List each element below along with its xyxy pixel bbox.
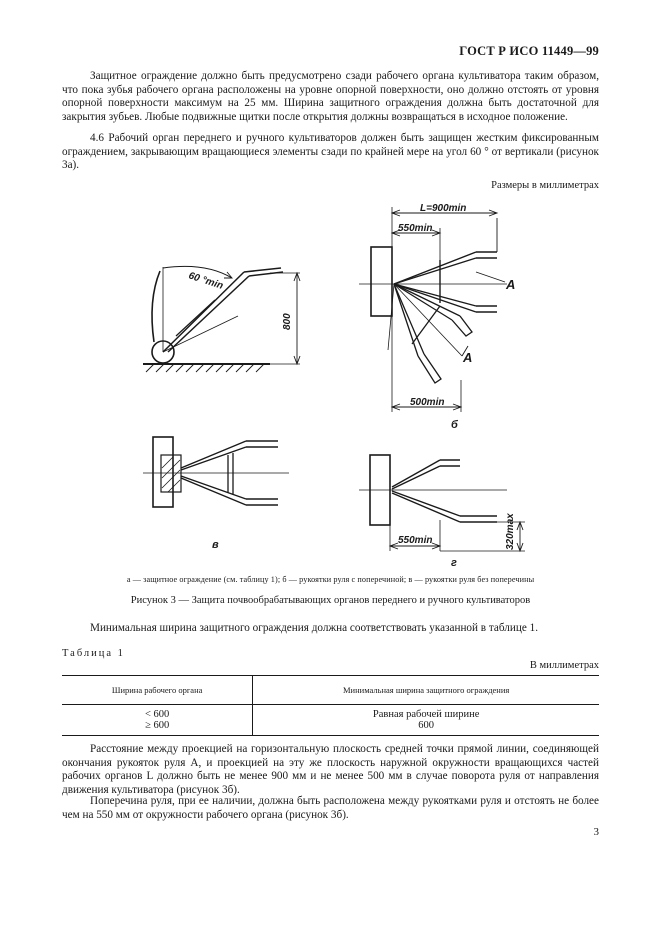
view-g-top (359, 455, 525, 551)
table-cell-width: < 600 ≥ 600 (62, 705, 253, 736)
label-max-320: 320max (505, 513, 516, 550)
paragraph-distance: Расстояние между проекцией на горизонтальную плоскость средней точки прямой линии, соединяющей окончания рукояток руля A, и проекцией на эту же плоскость наружной окружности вращающихся частей рабочих органов L должно быть не менее 900 мм и не менее 500 мм в случае поворота руля от направления движения культиватора (рисунок 3б). (62, 743, 599, 797)
paragraph-guard: Защитное ограждение должно быть предусмотрено сзади рабочего органа культиватора таким образом, что пока зубья рабочего органа расположены на уровне опорной поверхности, оно должно отстоять от уровня опорной поверхности максимум на 25 мм. Ширина защитного ограждения должна быть достаточной для закрытия зубьев. Любые подвижные щитки после открытия должны возвращаться в исходное положение. (62, 70, 599, 124)
table-row (62, 705, 599, 736)
view-v-top (143, 437, 289, 507)
paragraph-4-6: 4.6 Рабочий орган переднего и ручного культиваторов должен быть защищен жестким фиксированным ограждением, закрывающим вращающиеся элементы сзади по крайней мере на угол 60 ° от вертикали (рисунок 3а). (62, 132, 599, 172)
table-header-width: Ширина рабочего органа (62, 676, 253, 705)
label-height-800: 800 (282, 313, 293, 330)
table-label: Таблица 1 (62, 648, 125, 659)
figure-units-note: Размеры в миллиметрах (491, 180, 599, 191)
paragraph-table-ref: Минимальная ширина защитного ограждения должна соответствовать указанной в таблице 1. (90, 622, 539, 634)
paragraph-crossbar: Поперечина руля, при ее наличии, должна быть расположена между рукоятками руля и отстоять не более чем на 550 мм от окружности рабочего органа (рисунок 3б). (62, 795, 599, 821)
label-a-1: A (506, 277, 516, 292)
label-length-L: L=900min (420, 203, 467, 214)
label-length-500: 500min (410, 397, 445, 408)
label-angle: 60 °min (187, 270, 225, 292)
document-header: ГОСТ Р ИСО 11449—99 (459, 44, 599, 58)
label-view-g: г (451, 557, 457, 569)
figure-legend: а — защитное ограждение (см. таблицу 1); б — рукоятки руля с поперечиной; в — рукоятки руля без поперечины (126, 575, 535, 584)
label-view-b: б (451, 419, 458, 431)
label-length-550-b: 550min (398, 223, 433, 234)
label-view-v: в (212, 539, 219, 551)
label-a-2: A (463, 350, 473, 365)
table-units-note: В миллиметрах (529, 660, 599, 671)
view-b-top (359, 207, 507, 412)
table-1 (62, 675, 599, 736)
table-header-min: Минимальная ширина защитного ограждения (253, 676, 599, 705)
table-cell-min: Равная рабочей ширине 600 (253, 705, 599, 736)
label-length-550-g: 550min (398, 535, 433, 546)
page-number: 3 (593, 826, 599, 838)
figure-caption: Рисунок 3 — Защита почвообрабатывающих органов переднего и ручного культиваторов (130, 595, 531, 606)
